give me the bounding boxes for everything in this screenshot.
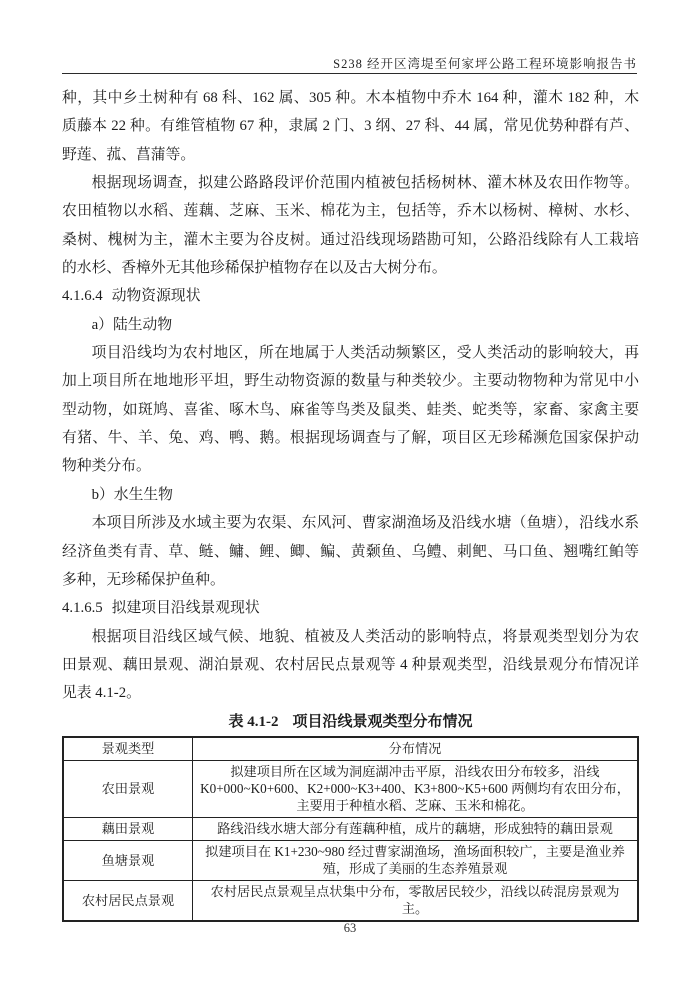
header-divider (62, 73, 637, 74)
section-title: 拟建项目沿线景观现状 (111, 600, 260, 617)
paragraph-aquatic-life: 本项目所涉及水域主要为农渠、东风河、曹家湖渔场及沿线水塘（鱼塘），沿线水系经济鱼类有青、草、鲢、鳙、鲤、鲫、鳊、黄颡鱼、乌鳢、刺鲃、马口鱼、翘嘴红鲌等多种，无珍稀保护鱼种。 (62, 515, 639, 588)
paragraph-flora-continuation: 种，其中乡土树种有 68 科、162 属、305 种。木本植物中乔木 164 种，灌木 182 种，木质藤本 22 种。有维管植物 67 种，隶属 2 门、3 纲、27 科、44 属，常见优势种群有芦、野莲、菰、菖蒲等。 (62, 90, 639, 163)
table-cell-type: 农田景观 (63, 760, 193, 817)
landscape-distribution-table (62, 736, 639, 922)
report-header-title: S238 经开区湾堤至何家坪公路工程环境影响报告书 (333, 57, 637, 71)
table-header-row (63, 737, 638, 761)
paragraph-terrestrial-animals: 项目沿线均为农村地区，所在地属于人类活动频繁区，受人类活动的影响较大，再加上项目所在地地形平坦，野生动物资源的数量与种类较少。主要动物物种为常见中小型动物，如斑鸠、喜雀、啄木鸟、麻雀等鸟类及鼠类、蛙类、蛇类等，家畜、家禽主要有猪、牛、羊、兔、鸡、鸭、鹅。根据现场调查与了解，项目区无珍稀濒危国家保护动物种类分布。 (62, 345, 639, 475)
table-caption (62, 708, 639, 736)
section-title: 动物资源现状 (111, 288, 201, 305)
table-header-landscape-type: 景观类型 (63, 737, 193, 761)
section-heading-4-1-6-5 (62, 594, 639, 622)
table-row (63, 760, 638, 817)
table-caption-text: 项目沿线景观类型分布情况 (292, 713, 473, 730)
table-cell-type: 藕田景观 (63, 817, 193, 840)
section-number: 4.1.6.4 (62, 288, 103, 305)
table-cell-type: 农村居民点景观 (63, 880, 193, 921)
table-cell-distribution: 拟建项目在 K1+230~980 经过曹家湖渔场，渔场面积较广，主要是渔业养殖，形成了美丽的生态养殖景观 (193, 840, 639, 880)
table-row (63, 880, 638, 921)
subsection-b-aquatic: b）水生生物 (91, 486, 173, 503)
table-cell-type: 鱼塘景观 (63, 840, 193, 880)
subsection-a-terrestrial: a）陆生动物 (91, 316, 173, 333)
table-row (63, 840, 638, 880)
paragraph-landscape-types: 根据项目沿线区域气候、地貌、植被及人类活动的影响特点，将景观类型划分为农田景观、藕田景观、湖泊景观、农村居民点景观等 4 种景观类型，沿线景观分布情况详见表 4.1-2。 (62, 628, 639, 702)
table-cell-distribution: 路线沿线水塘大部分有莲藕种植，成片的藕塘，形成独特的藕田景观 (193, 817, 639, 840)
table-header-distribution: 分布情况 (193, 737, 639, 761)
section-number: 4.1.6.5 (62, 600, 103, 617)
page-number: 63 (343, 921, 357, 935)
paragraph-field-survey: 根据现场调查，拟建公路路段评价范围内植被包括杨树林、灌木林及农田作物等。农田植物以水稻、莲藕、芝麻、玉米、棉花为主，包括等，乔木以杨树、樟树、水杉、桑树、槐树为主，灌木主要为谷皮树。通过沿线现场踏勘可知，公路沿线除有人工栽培的水杉、香樟外无其他珍稀保护植物存在以及古大树分布。 (62, 175, 639, 277)
document-body (62, 84, 639, 922)
table-cell-distribution: 拟建项目所在区域为洞庭湖冲击平原，沿线农田分布较多，沿线K0+000~K0+600、K2+000~K3+400、K3+800~K5+600 两侧均有农田分布，主要用于种植水稻、芝麻、玉米和棉花。 (193, 760, 639, 817)
table-cell-distribution: 农村居民点景观呈点状集中分布，零散居民较少，沿线以砖混房景观为主。 (193, 880, 639, 921)
table-row (63, 817, 638, 840)
table-caption-label: 表 4.1-2 (228, 713, 279, 730)
section-heading-4-1-6-4 (62, 282, 639, 310)
